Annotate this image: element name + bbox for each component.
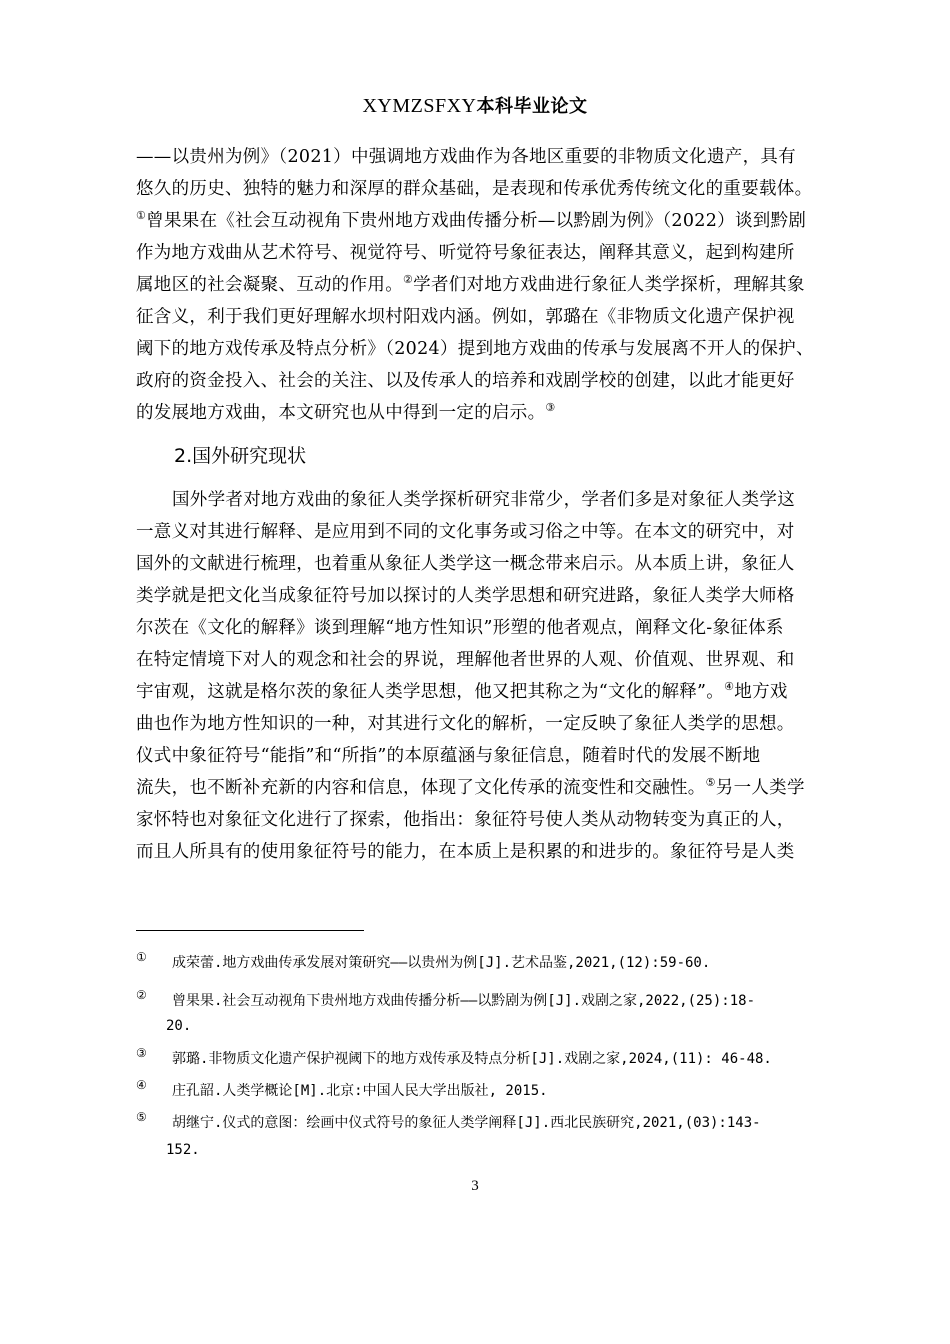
footnote-ref-3[interactable]: ③ <box>545 401 556 415</box>
section-line-10 <box>136 774 805 799</box>
footnote-2-cont: 20. <box>166 1018 192 1034</box>
footnote-3: 郭璐.非物质文化遗产保护视阈下的地方戏传承及特点分析[J].戏剧之家,2024,(11): 46-48. <box>172 1051 772 1067</box>
section-line-9: 仪式中象征符号“能指”和“所指”的本原蕴涵与象征信息，随着时代的发展不断地 <box>136 746 761 766</box>
section-line-7a: 宇宙观，这就是格尔茨的象征人类学思想，他又把其称之为“文化的解释”。 <box>136 682 725 702</box>
section-heading: 2.国外研究现状 <box>174 445 307 467</box>
body-line-2: 悠久的历史、独特的魅力和深厚的群众基础，是表现和传承优秀传统文化的重要载体。 <box>136 179 813 199</box>
footnote-5: 胡继宁.仪式的意图：绘画中仪式符号的象征人类学阐释[J].西北民族研究,2021,(03):143- <box>172 1115 761 1131</box>
section-line-4: 类学就是把文化当成象征符号加以探讨的人类学思想和研究进路，象征人类学大师格 <box>136 586 795 606</box>
header-cn: 本科毕业论文 <box>476 96 588 117</box>
section-line-2: 一意义对其进行解释、是应用到不同的文化事务或习俗之中等。在本文的研究中，对 <box>136 522 795 542</box>
section-line-10b: 另一人类学 <box>715 778 805 798</box>
header-latin: XYMZSFXY <box>362 95 477 117</box>
body-line-3-text: 曾果果在《社会互动视角下贵州地方戏曲传播分析—以黔剧为例》（2022）谈到黔剧 <box>146 211 807 231</box>
section-line-3: 国外的文献进行梳理，也着重从象征人类学这一概念带来启示。从本质上讲，象征人 <box>136 554 795 574</box>
body-line-5 <box>136 271 805 296</box>
body-line-9 <box>136 399 556 424</box>
page-header <box>0 92 950 118</box>
body-line-3 <box>136 207 806 232</box>
footnote-mark-2: ② <box>136 988 147 1002</box>
section-line-8: 曲也作为地方性知识的一种，对其进行文化的解析，一定反映了象征人类学的思想。 <box>136 714 795 734</box>
footnote-2: 曾果果.社会互动视角下贵州地方戏曲传播分析——以黔剧为例[J].戏剧之家,2022,(25):18- <box>172 993 756 1009</box>
body-line-8: 政府的资金投入、社会的关注、以及传承人的培养和戏剧学校的创建，以此才能更好 <box>136 371 795 391</box>
body-line-6: 征含义，利于我们更好理解水坝村阳戏内涵。例如，郭璐在《非物质文化遗产保护视 <box>136 307 795 327</box>
footnote-divider <box>136 930 364 931</box>
footnote-4: 庄孔韶.人类学概论[M].北京:中国人民大学出版社, 2015. <box>172 1083 548 1099</box>
body-line-9-text: 的发展地方戏曲，本文研究也从中得到一定的启示。 <box>136 403 546 423</box>
section-line-10a: 流失，也不断补充新的内容和信息，体现了文化传承的流变性和交融性。 <box>136 778 706 798</box>
footnote-ref-2[interactable]: ② <box>403 273 414 287</box>
page-number: 3 <box>471 1178 479 1194</box>
footnote-mark-3: ③ <box>136 1046 147 1060</box>
footnote-5-cont: 152. <box>166 1142 200 1158</box>
footnote-mark-4: ④ <box>136 1078 147 1092</box>
section-line-7b: 地方戏 <box>734 682 788 702</box>
footnote-ref-4[interactable]: ④ <box>724 680 735 694</box>
section-line-1: 国外学者对地方戏曲的象征人类学探析研究非常少，学者们多是对象征人类学这 <box>172 490 795 510</box>
section-line-12: 而且人所具有的使用象征符号的能力，在本质上是积累的和进步的。象征符号是人类 <box>136 842 795 862</box>
body-line-1: ——以贵州为例》（2021）中强调地方戏曲作为各地区重要的非物质文化遗产，具有 <box>136 147 796 167</box>
section-line-5: 尔茨在《文化的解释》谈到理解“地方性知识”形塑的他者观点，阐释文化-象征体系 <box>136 618 784 638</box>
body-line-5a: 属地区的社会凝聚、互动的作用。 <box>136 275 403 295</box>
footnote-mark-1: ① <box>136 950 147 964</box>
body-line-4: 作为地方戏曲从艺术符号、视觉符号、听觉符号象征表达，阐释其意义，起到构建所 <box>136 243 795 263</box>
section-line-7 <box>136 678 788 703</box>
footnote-ref-1[interactable]: ① <box>136 209 147 223</box>
body-line-7: 阈下的地方戏传承及特点分析》（2024）提到地方戏曲的传承与发展离不开人的保护、 <box>136 339 814 359</box>
footnote-1: 成荣蕾.地方戏曲传承发展对策研究——以贵州为例[J].艺术品鉴,2021,(12):59-60. <box>172 955 711 971</box>
section-line-6: 在特定情境下对人的观念和社会的界说，理解他者世界的人观、价值观、世界观、和 <box>136 650 795 670</box>
body-line-5b: 学者们对地方戏曲进行象征人类学探析，理解其象 <box>413 275 805 295</box>
footnote-ref-5[interactable]: ⑤ <box>705 776 716 790</box>
section-line-11: 家怀特也对象征文化进行了探索，他指出：象征符号使人类从动物转变为真正的人， <box>136 810 795 830</box>
footnote-mark-5: ⑤ <box>136 1110 147 1124</box>
